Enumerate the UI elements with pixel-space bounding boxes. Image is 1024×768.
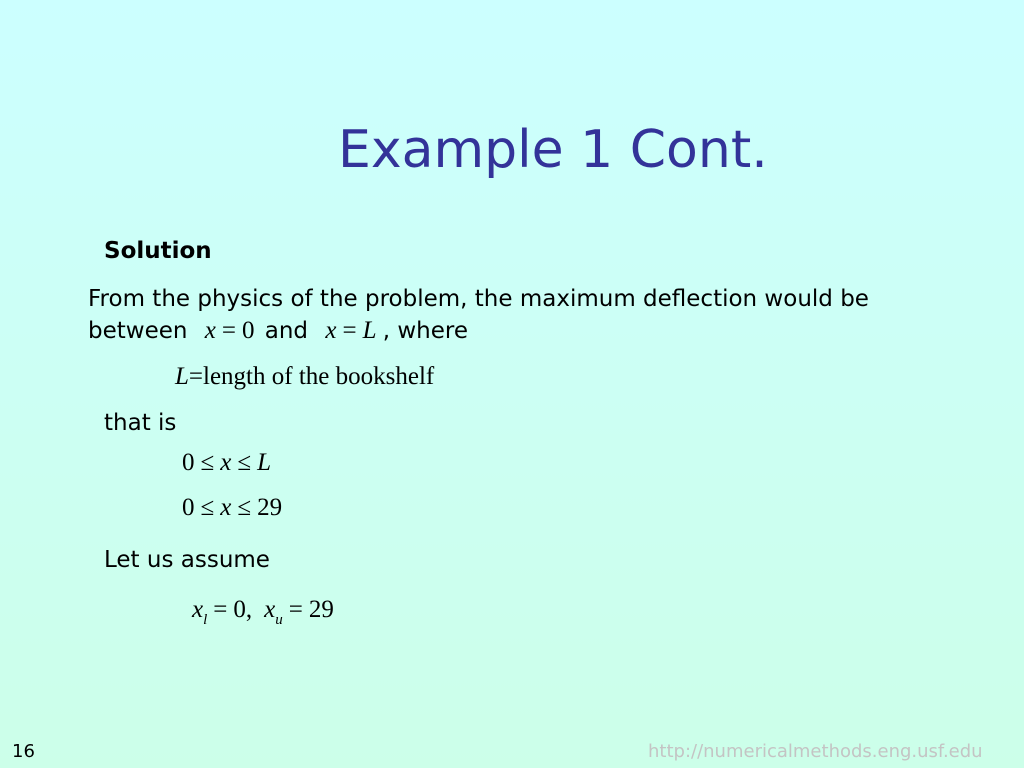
footer-url-link[interactable]: http://numericalmethods.eng.usf.edu [648, 741, 983, 762]
solution-heading: Solution [104, 238, 212, 264]
where-text: , where [382, 318, 468, 344]
page-number: 16 [12, 741, 35, 762]
inequality-0-x-L: 0 ≤ x ≤ L [182, 449, 271, 476]
and-text: and [264, 318, 309, 344]
inequality-0-x-29: 0 ≤ x ≤ 29 [182, 494, 283, 521]
equation-L-definition: L=length of the bookshelf [175, 363, 435, 390]
intro-line-2 [88, 315, 869, 347]
intro-paragraph [88, 283, 869, 347]
equation-x-equals-L: x = L [325, 317, 377, 344]
slide-title: Example 1 Cont. [338, 120, 768, 180]
between-text: between [88, 318, 188, 344]
equation-bounds: $x_l = 0$, $x_u = 29$ [192, 596, 334, 628]
let-us-assume-text: Let us assume [104, 547, 270, 573]
equation-x-equals-zero: x = 0 [204, 317, 255, 344]
that-is-text: that is [104, 410, 177, 436]
intro-line-1: From the physics of the problem, the maximum deflection would be [88, 286, 869, 312]
